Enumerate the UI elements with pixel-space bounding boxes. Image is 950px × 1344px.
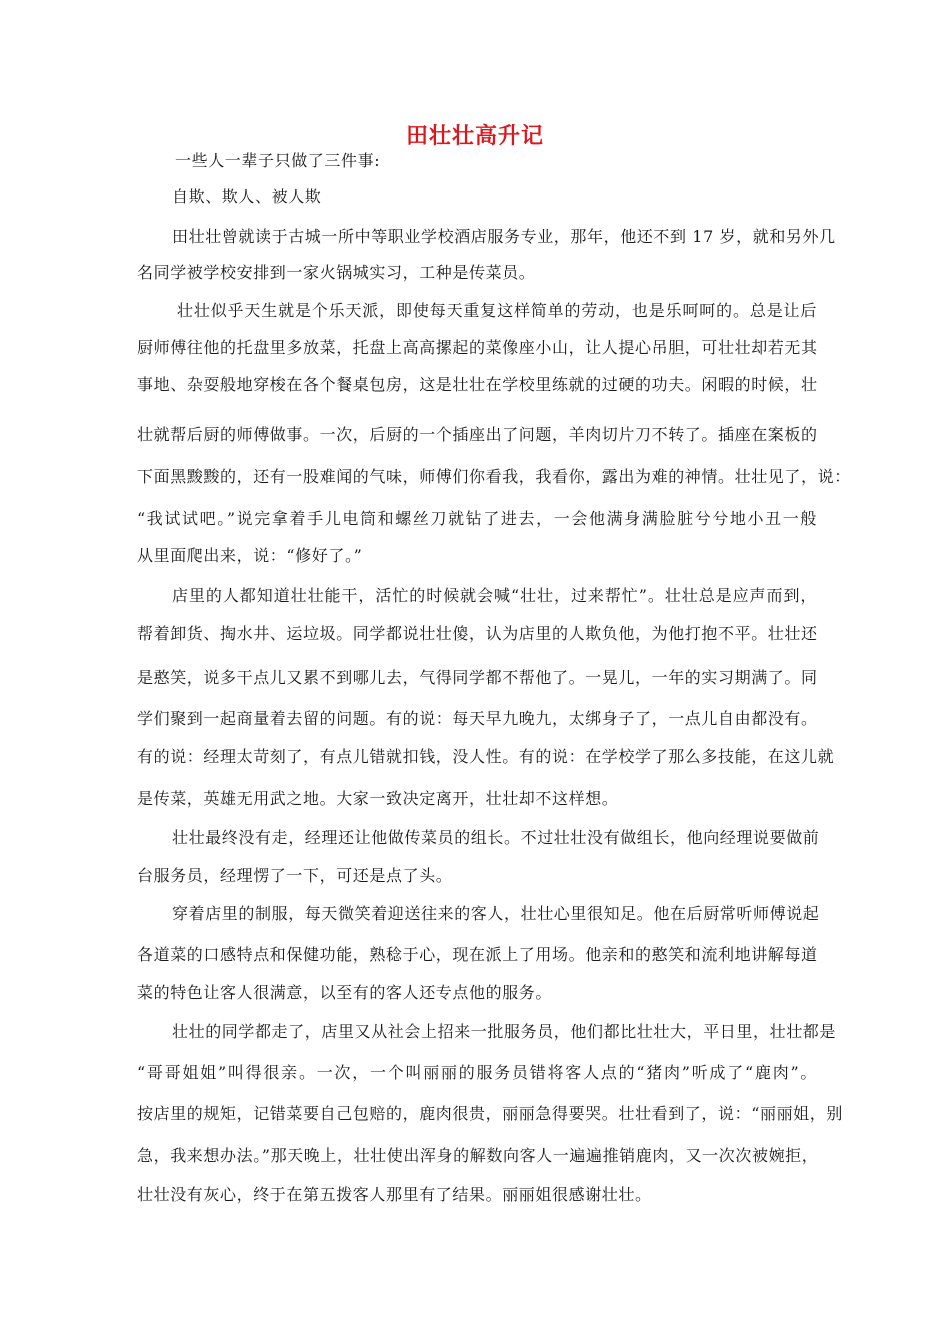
paragraph-line: 急，我来想办法。”那天晚上，壮壮使出浑身的解数向客人一遍遍推销鹿肉，又一次次被婉拒， [137,1146,819,1165]
paragraph-line: “哥哥姐姐”叫得很亲。一次，一个叫丽丽的服务员错将客人点的“猪肉”听成了“鹿肉”。 [137,1063,817,1082]
paragraph-line: 帮着卸货、掏水井、运垃圾。同学都说壮壮傻，认为店里的人欺负他，为他打抱不平。壮壮还 [137,624,818,643]
paragraph-line: 壮就帮后厨的师傅做事。一次，后厨的一个插座出了问题，羊肉切片刀不转了。插座在案板的 [137,425,818,444]
document-title: 田壮壮高升记 [405,124,544,149]
paragraph-line: 一些人一辈子只做了三件事: [175,151,381,170]
paragraph-line: 田壮壮曾就读于古城一所中等职业学校酒店服务专业，那年，他还不到 17 岁，就和另外几 [172,227,836,246]
paragraph-line: 壮壮没有灰心，终于在第五拨客人那里有了结果。丽丽姐很感谢壮壮。 [137,1185,652,1204]
paragraph-line: 是传菜，英雄无用武之地。大家一致决定离开，壮壮却不这样想。 [137,789,619,808]
paragraph-line: 壮壮最终没有走，经理还让他做传菜员的组长。不过壮壮没有做组长，他向经理说要做前 [172,828,820,847]
paragraph-line: 学们聚到一起商量着去留的问题。有的说：每天早九晚九，太绑身子了，一点儿自由都没有。 [137,709,818,728]
paragraph-line: 菜的特色让客人很满意，以至有的客人还专点他的服务。 [137,983,553,1002]
paragraph-line: 事地、杂耍般地穿梭在各个餐桌包房，这是壮壮在学校里练就的过硬的功夫。闲暇的时候，壮 [137,375,818,394]
paragraph-line: 自欺、欺人、被人欺 [172,187,322,206]
paragraph-line: 有的说：经理太苛刻了，有点儿错就扣钱，没人性。有的说：在学校学了那么多技能，在这儿就 [137,747,835,766]
paragraph-line: 厨师傅往他的托盘里多放菜，托盘上高高摞起的菜像座小山，让人提心吊胆，可壮壮却若无其 [137,338,818,357]
paragraph-line: 下面黑黢黢的，还有一股难闻的气味，师傅们你看我，我看你，露出为难的神情。壮壮见了，说： [137,467,851,486]
paragraph-line: 是憨笑，说多干点儿又累不到哪儿去，气得同学都不帮他了。一晃儿，一年的实习期满了。同 [137,668,818,687]
paragraph-line: 台服务员，经理愣了一下，可还是点了头。 [137,866,453,885]
paragraph-line: 名同学被学校安排到一家火锅城实习，工种是传菜员。 [137,263,536,282]
paragraph-line: 穿着店里的制服，每天微笑着迎送往来的客人，壮壮心里很知足。他在后厨常听师傅说起 [172,904,820,923]
paragraph-line: 按店里的规矩，记错菜要自己包赔的，鹿肉很贵，丽丽急得要哭。壮壮看到了，说：“丽丽姐，别 [137,1104,843,1123]
paragraph-line: “我试试吧。”说完拿着手儿电筒和螺丝刀就钻了进去，一会他满身满脸脏兮兮地小丑一般 [137,509,817,528]
paragraph-line: 各道菜的口感特点和保健功能，熟稔于心，现在派上了用场。他亲和的憨笑和流利地讲解每道 [137,945,818,964]
paragraph-line: 壮壮的同学都走了，店里又从社会上招来一批服务员，他们都比壮壮大，平日里，壮壮都是 [172,1022,837,1041]
paragraph-line: 店里的人都知道壮壮能干，活忙的时候就会喊“壮壮，过来帮忙”。壮壮总是应声而到， [172,586,817,605]
paragraph-line: 从里面爬出来，说：“修好了。” [137,546,363,565]
paragraph-line: 壮壮似乎天生就是个乐天派，即使每天重复这样简单的劳动，也是乐呵呵的。总是让后 [177,301,817,320]
